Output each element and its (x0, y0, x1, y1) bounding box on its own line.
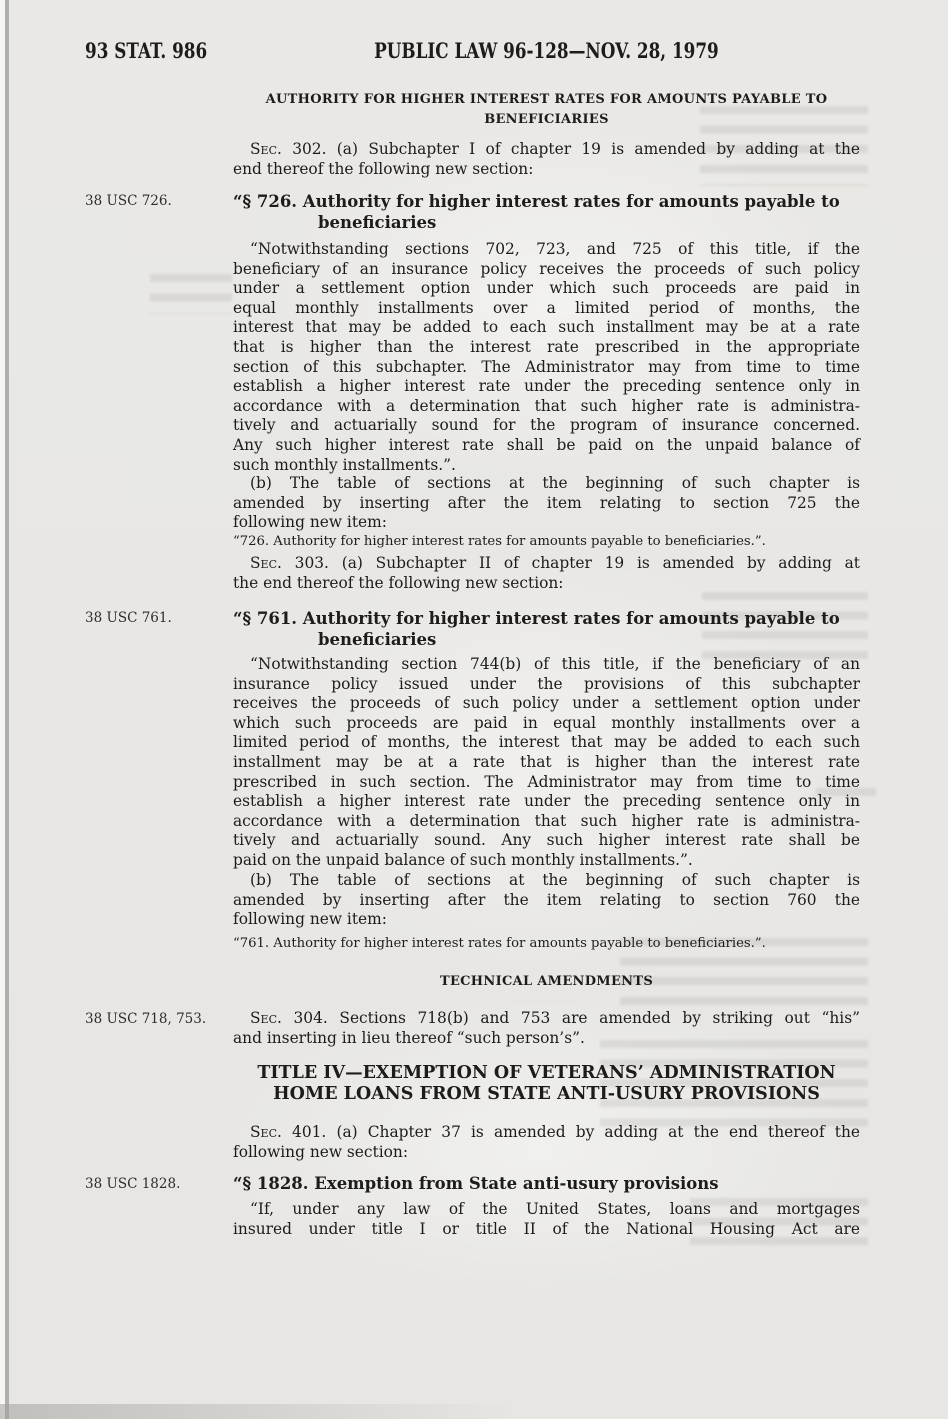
stat-number-text: 93 STAT. 986 (85, 38, 208, 63)
text-line: establish a higher interest rate under the preceding sentence only in (233, 377, 860, 396)
sec-401-paragraph (233, 1123, 860, 1162)
text-line: “Notwithstanding section 744(b) of this title, if the beneficiary of an (250, 655, 860, 673)
text-line: and inserting in lieu thereof “such person’s”. (233, 1028, 585, 1047)
text-segment: (a) Chapter 37 is amended by adding at the end thereof the (326, 1123, 860, 1141)
text-line: tively and actuarially sound. Any such higher interest rate shall be (233, 831, 860, 850)
bleed-through-artifact (150, 274, 232, 314)
text-segment: (a) Subchapter I of chapter 19 is amended by adding at the (326, 140, 860, 158)
text-line: prescribed in such section. The Administrator may from time to time (233, 772, 860, 791)
text-line: receives the proceeds of such policy under a settlement option under (233, 694, 860, 713)
margin-note-718-753: 38 USC 718, 753. (85, 1011, 207, 1027)
text-line (233, 1009, 860, 1029)
text-line: limited period of months, the interest that may be added to each such (233, 733, 860, 752)
sec-304-paragraph (233, 1009, 860, 1048)
text-line: the end thereof the following new section: (233, 573, 564, 592)
text-line: installment may be at a rate that is higher than the interest rate (233, 752, 860, 771)
section-726-heading (233, 192, 860, 233)
heading-line-1: “§ 726. Authority for higher interest rates for amounts payable to (233, 192, 840, 211)
text-line: following new item: (233, 513, 387, 532)
text-line (233, 1123, 860, 1143)
text-line (233, 140, 860, 160)
text-line: such monthly installments.”. (233, 455, 456, 474)
table-item-726: “726. Authority for higher interest rates for amounts payable to beneficiaries.”. (233, 534, 766, 549)
text-line: amended by inserting after the item relating to section 760 the (233, 890, 860, 909)
page-number-stat (85, 38, 238, 63)
sec-1828-body-paragraph (233, 1200, 860, 1239)
text-line: that is higher than the interest rate prescribed in the appropriate (233, 337, 860, 356)
margin-note-726: 38 USC 726. (85, 193, 172, 209)
sec-303b-paragraph (233, 871, 860, 930)
law-header (233, 38, 860, 63)
text-line: Any such higher interest rate shall be paid on the unpaid balance of (233, 435, 860, 454)
text-line: accordance with a determination that such higher rate is administra- (233, 811, 860, 830)
text-line: amended by inserting after the item relating to section 725 the (233, 493, 860, 512)
text-line: establish a higher interest rate under the preceding sentence only in (233, 792, 860, 811)
text-line (233, 554, 860, 574)
text-segment: (a) Subchapter II of chapter 19 is amended by adding at (328, 554, 860, 572)
text-line: equal monthly installments over a limited period of months, the (233, 298, 860, 317)
text-line: tively and actuarially sound for the program of insurance concerned. (233, 416, 860, 435)
heading-line-1: “§ 761. Authority for higher interest rates for amounts payable to (233, 609, 840, 628)
text-line: insured under title I or title II of the National Housing Act are (233, 1219, 860, 1238)
text-line: under a settlement option under which such proceeds are paid in (233, 279, 860, 298)
margin-note-761: 38 USC 761. (85, 610, 172, 626)
section-1828-heading: “§ 1828. Exemption from State anti-usury provisions (233, 1174, 719, 1193)
text-line: insurance policy issued under the provisions of this subchapter (233, 674, 860, 693)
sec-302-paragraph (233, 140, 860, 179)
margin-note-1828: 38 USC 1828. (85, 1176, 181, 1192)
text-line: section of this subchapter. The Administrator may from time to time (233, 357, 860, 376)
text-line: which such proceeds are paid in equal monthly installments over a (233, 713, 860, 732)
text-line: following new section: (233, 1142, 409, 1161)
crossheading-line-2: BENEFICIARIES (484, 112, 609, 127)
sec-302b-paragraph (233, 474, 860, 533)
title-iv-heading (233, 1063, 860, 1104)
technical-amendments-heading: TECHNICAL AMENDMENTS (439, 974, 654, 989)
crossheading-line-1: AUTHORITY FOR HIGHER INTEREST RATES FOR AMOUNTS PAYABLE TO (265, 92, 828, 107)
text-segment: Sections 718(b) and 753 are amended by striking out “his” (327, 1009, 860, 1027)
text-line: interest that may be added to each such installment may be at a rate (233, 318, 860, 337)
section-lead: Sec. 401. (250, 1123, 327, 1141)
text-line: “If, under any law of the United States, loans and mortgages (250, 1200, 860, 1218)
sec-726-body-paragraph (233, 240, 860, 475)
title-line-1: TITLE IV—EXEMPTION OF VETERANS’ ADMINISTRATION (257, 1063, 836, 1083)
title-line-2: HOME LOANS FROM STATE ANTI-USURY PROVISIONS (273, 1083, 820, 1104)
scan-gutter-line (5, 0, 9, 1419)
sec-303-paragraph (233, 554, 860, 593)
text-line: (b) The table of sections at the beginning of such chapter is (250, 474, 860, 492)
table-item-761: “761. Authority for higher interest rates for amounts payable to beneficiaries.”. (233, 936, 766, 951)
text-line: (b) The table of sections at the beginning of such chapter is (250, 871, 860, 889)
scan-bottom-shadow (0, 1404, 520, 1419)
section-lead: Sec. 302. (250, 140, 327, 158)
sec-761-body-paragraph (233, 655, 860, 871)
text-line: paid on the unpaid balance of such monthly installments.”. (233, 850, 693, 869)
authority-crossheading (233, 90, 860, 130)
heading-line-2: beneficiaries (318, 212, 437, 232)
text-line: “Notwithstanding sections 702, 723, and 725 of this title, if the (250, 240, 860, 258)
text-line: accordance with a determination that such higher rate is administra- (233, 396, 860, 415)
text-line: following new item: (233, 910, 387, 929)
section-761-heading (233, 609, 860, 650)
heading-line-2: beneficiaries (318, 629, 437, 649)
law-header-text: PUBLIC LAW 96-128—NOV. 28, 1979 (374, 38, 719, 63)
text-line: end thereof the following new section: (233, 159, 534, 178)
text-line: beneficiary of an insurance policy receives the proceeds of such policy (233, 259, 860, 278)
section-lead: Sec. 304. (250, 1009, 328, 1027)
section-lead: Sec. 303. (250, 554, 329, 572)
